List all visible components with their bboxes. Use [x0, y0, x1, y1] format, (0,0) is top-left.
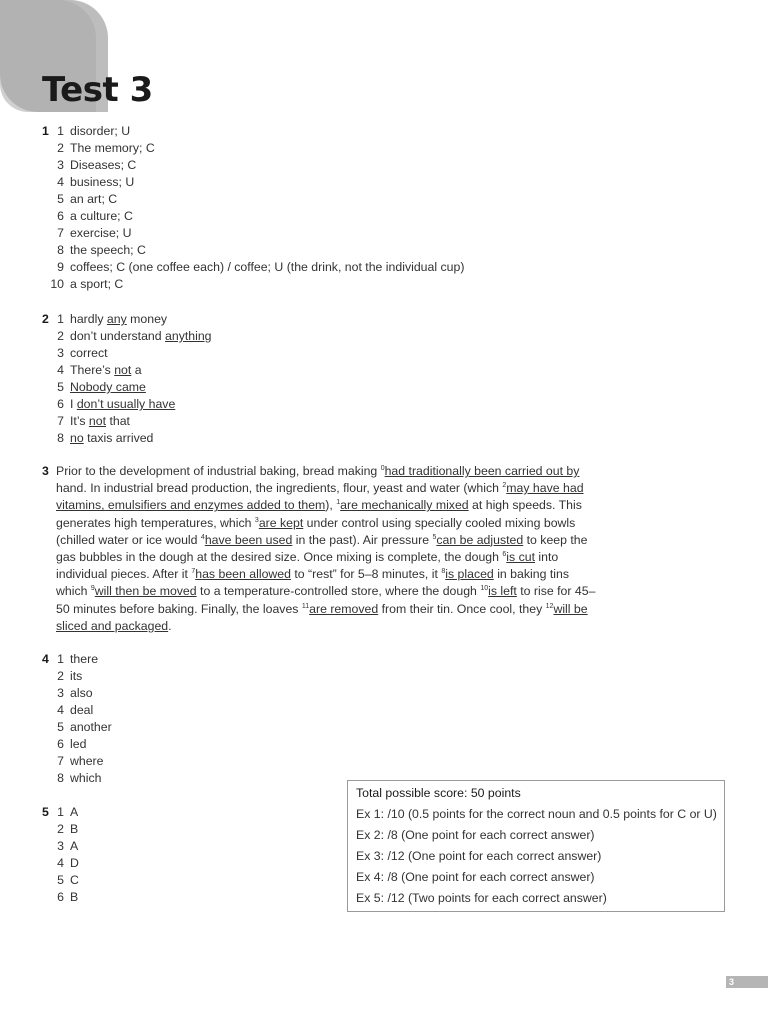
item-answer: [70, 379, 146, 396]
page-number: 3: [726, 976, 768, 988]
score-box: [347, 780, 725, 912]
list-item: [0, 208, 768, 225]
item-number: 7: [57, 414, 64, 428]
ex5-number: 5: [42, 805, 49, 819]
item-answer: exercise; U: [70, 226, 132, 240]
superscript-number: 1: [336, 499, 341, 507]
list-item: [0, 328, 768, 345]
item-answer: disorder; U: [70, 124, 131, 138]
item-answer: the speech; C: [70, 243, 146, 257]
underlined-answer: had traditionally been carried out by: [384, 464, 580, 478]
underlined-answer: no: [70, 431, 84, 445]
paragraph-text: from their tin. Once cool, they: [378, 601, 546, 616]
list-item: [0, 174, 768, 191]
list-item: [0, 396, 768, 413]
paragraph-text: under control using specially cooled mixing bowls (chilled water or ice would: [56, 515, 576, 547]
list-item: [0, 311, 768, 328]
item-number: 6: [57, 737, 64, 751]
item-answer: there: [70, 652, 99, 666]
item-number: 1: [57, 652, 64, 666]
superscript-number: 10: [480, 585, 489, 593]
list-item: [0, 276, 768, 293]
item-answer: a sport; C: [70, 277, 124, 291]
list-item: [0, 413, 768, 430]
answer-text: money: [126, 312, 168, 326]
item-answer: which: [70, 771, 102, 785]
item-answer: B: [70, 822, 79, 836]
answer-text: taxis arrived: [83, 431, 154, 445]
item-answer: [70, 396, 175, 413]
score-line: Ex 2: /8 (One point for each correct answer): [356, 828, 595, 842]
item-answer: B: [70, 890, 79, 904]
paragraph-text: to keep the gas bubbles in the dough at the desired size. Once mixing is complete, the dough: [56, 532, 588, 565]
paragraph-text: to “rest” for 5–8 minutes, it: [290, 567, 442, 582]
item-answer: [70, 311, 167, 328]
item-answer: [70, 362, 142, 379]
item-number: 2: [57, 141, 64, 155]
underlined-answer: has been allowed: [195, 567, 291, 582]
superscript-number: 12: [545, 602, 554, 610]
underlined-answer: don’t usually have: [76, 397, 176, 411]
underlined-answer: are kept: [258, 515, 304, 530]
item-answer: deal: [70, 703, 94, 717]
underlined-answer: Nobody came: [70, 380, 146, 394]
item-answer: [70, 430, 153, 447]
superscript-number: 8: [441, 568, 446, 576]
underlined-answer: will be sliced and packaged: [56, 601, 588, 633]
ex4-number: 4: [42, 652, 49, 666]
superscript-number: 9: [90, 585, 95, 593]
item-number: 8: [57, 771, 64, 785]
item-number: 6: [57, 209, 64, 223]
item-number: 2: [57, 329, 64, 343]
item-number: 8: [57, 431, 64, 445]
underlined-answer: can be adjusted: [436, 532, 524, 547]
paragraph-text: to a temperature-controlled store, where the dough: [196, 584, 481, 599]
item-number: 8: [57, 243, 64, 257]
item-number: 9: [57, 260, 64, 274]
list-item: [0, 157, 768, 174]
list-item: [0, 651, 768, 668]
item-number: 1: [57, 805, 64, 819]
superscript-number: 6: [502, 550, 507, 558]
item-answer: coffees; C (one coffee each) / coffee; U (the drink, not the individual cup): [70, 260, 465, 274]
score-line: Ex 1: /10 (0.5 points for the correct noun and 0.5 points for C or U): [356, 807, 717, 821]
item-answer: [70, 328, 212, 345]
superscript-number: 11: [301, 602, 310, 610]
page-title: Test 3: [42, 70, 153, 110]
list-item: [0, 379, 768, 396]
paragraph-text: to rise for 45–50 minutes before baking. Finally, the loaves: [56, 584, 596, 616]
item-number: 4: [57, 363, 64, 377]
item-answer: A: [70, 805, 79, 819]
item-number: 3: [57, 839, 64, 853]
item-number: 10: [50, 277, 64, 291]
underlined-answer: may have had vitamins, emulsifiers and enzymes added to them: [56, 481, 584, 513]
superscript-number: 4: [200, 533, 205, 541]
paragraph-text: in the past). Air pressure: [292, 532, 433, 547]
answer-text: It’s: [70, 414, 89, 428]
underlined-answer: not: [114, 363, 132, 377]
list-item: [0, 191, 768, 208]
item-answer: The memory; C: [70, 141, 155, 155]
underlined-answer: will then be moved: [94, 584, 197, 599]
exercise-3-number: 3: [42, 464, 49, 478]
item-number: 5: [57, 720, 64, 734]
item-answer: where: [70, 754, 104, 768]
item-number: 6: [57, 890, 64, 904]
item-number: 3: [57, 346, 64, 360]
list-item: [0, 430, 768, 447]
list-item: [0, 362, 768, 379]
paragraph-text: Prior to the development of industrial baking, bread making: [56, 464, 381, 478]
list-item: [0, 753, 768, 770]
list-item: [0, 242, 768, 259]
item-answer: [70, 413, 130, 430]
list-item: [0, 736, 768, 753]
paragraph-text: ),: [325, 498, 337, 513]
answer-text: I: [70, 397, 77, 411]
item-number: 1: [57, 312, 64, 326]
list-item: [0, 345, 768, 362]
underlined-answer: anything: [165, 329, 212, 343]
item-answer: business; U: [70, 175, 135, 189]
item-answer: an art; C: [70, 192, 118, 206]
item-answer: D: [70, 856, 79, 870]
answer-text: a: [131, 363, 142, 377]
answer-text: hardly: [70, 312, 107, 326]
item-number: 6: [57, 397, 64, 411]
underlined-answer: any: [106, 312, 127, 326]
superscript-number: 2: [502, 482, 507, 490]
list-item: [0, 668, 768, 685]
paragraph-text: .: [168, 618, 172, 633]
answer-text: correct: [70, 346, 108, 360]
list-item: [0, 259, 768, 276]
underlined-answer: is cut: [506, 550, 535, 565]
superscript-number: 5: [432, 533, 437, 541]
paragraph-text: in baking tins which: [56, 567, 569, 599]
item-answer: a culture; C: [70, 209, 133, 223]
item-number: 5: [57, 873, 64, 887]
answer-text: that: [106, 414, 130, 428]
item-answer: another: [70, 720, 112, 734]
item-number: 2: [57, 669, 64, 683]
item-answer: led: [70, 737, 87, 751]
item-number: 3: [57, 158, 64, 172]
underlined-answer: is placed: [445, 567, 494, 582]
item-answer: A: [70, 839, 79, 853]
paragraph-text: into individual pieces. After it: [56, 550, 559, 582]
item-number: 4: [57, 703, 64, 717]
list-item: [0, 702, 768, 719]
list-item: [0, 719, 768, 736]
paragraph-text: hand. In industrial bread production, the ingredients, flour, yeast and water (which: [56, 481, 503, 496]
item-number: 4: [57, 856, 64, 870]
score-title: Total possible score: 50 points: [356, 786, 521, 800]
ex1-number: 1: [42, 124, 49, 138]
list-item: [0, 140, 768, 157]
list-item: [0, 225, 768, 242]
underlined-answer: are mechanically mixed: [340, 498, 469, 513]
underlined-answer: have been used: [204, 532, 293, 547]
superscript-number: 7: [191, 568, 196, 576]
underlined-answer: not: [88, 414, 107, 428]
underlined-answer: is left: [488, 584, 517, 599]
ex2-number: 2: [42, 312, 49, 326]
list-item: [0, 123, 768, 140]
superscript-number: 3: [254, 516, 259, 524]
answer-text: There’s: [70, 363, 115, 377]
paragraph-text: at high speeds. This generates high temperatures, which: [56, 498, 582, 530]
superscript-number: 0: [380, 464, 385, 472]
item-number: 7: [57, 226, 64, 240]
score-line: Ex 5: /12 (Two points for each correct answer): [356, 891, 607, 905]
item-number: 2: [57, 822, 64, 836]
item-answer: its: [70, 669, 83, 683]
list-item: [0, 685, 768, 702]
item-answer: Diseases; C: [70, 158, 137, 172]
item-number: 1: [57, 124, 64, 138]
underlined-answer: are removed: [309, 601, 379, 616]
item-answer: [70, 345, 108, 362]
answer-text: don’t understand: [70, 329, 166, 343]
item-number: 4: [57, 175, 64, 189]
item-number: 7: [57, 754, 64, 768]
exercise-3-paragraph: [56, 463, 596, 635]
item-number: 5: [57, 380, 64, 394]
score-line: Ex 4: /8 (One point for each correct answer): [356, 870, 595, 884]
item-answer: C: [70, 873, 79, 887]
item-number: 3: [57, 686, 64, 700]
item-answer: also: [70, 686, 93, 700]
score-line: Ex 3: /12 (One point for each correct answer): [356, 849, 602, 863]
item-number: 5: [57, 192, 64, 206]
